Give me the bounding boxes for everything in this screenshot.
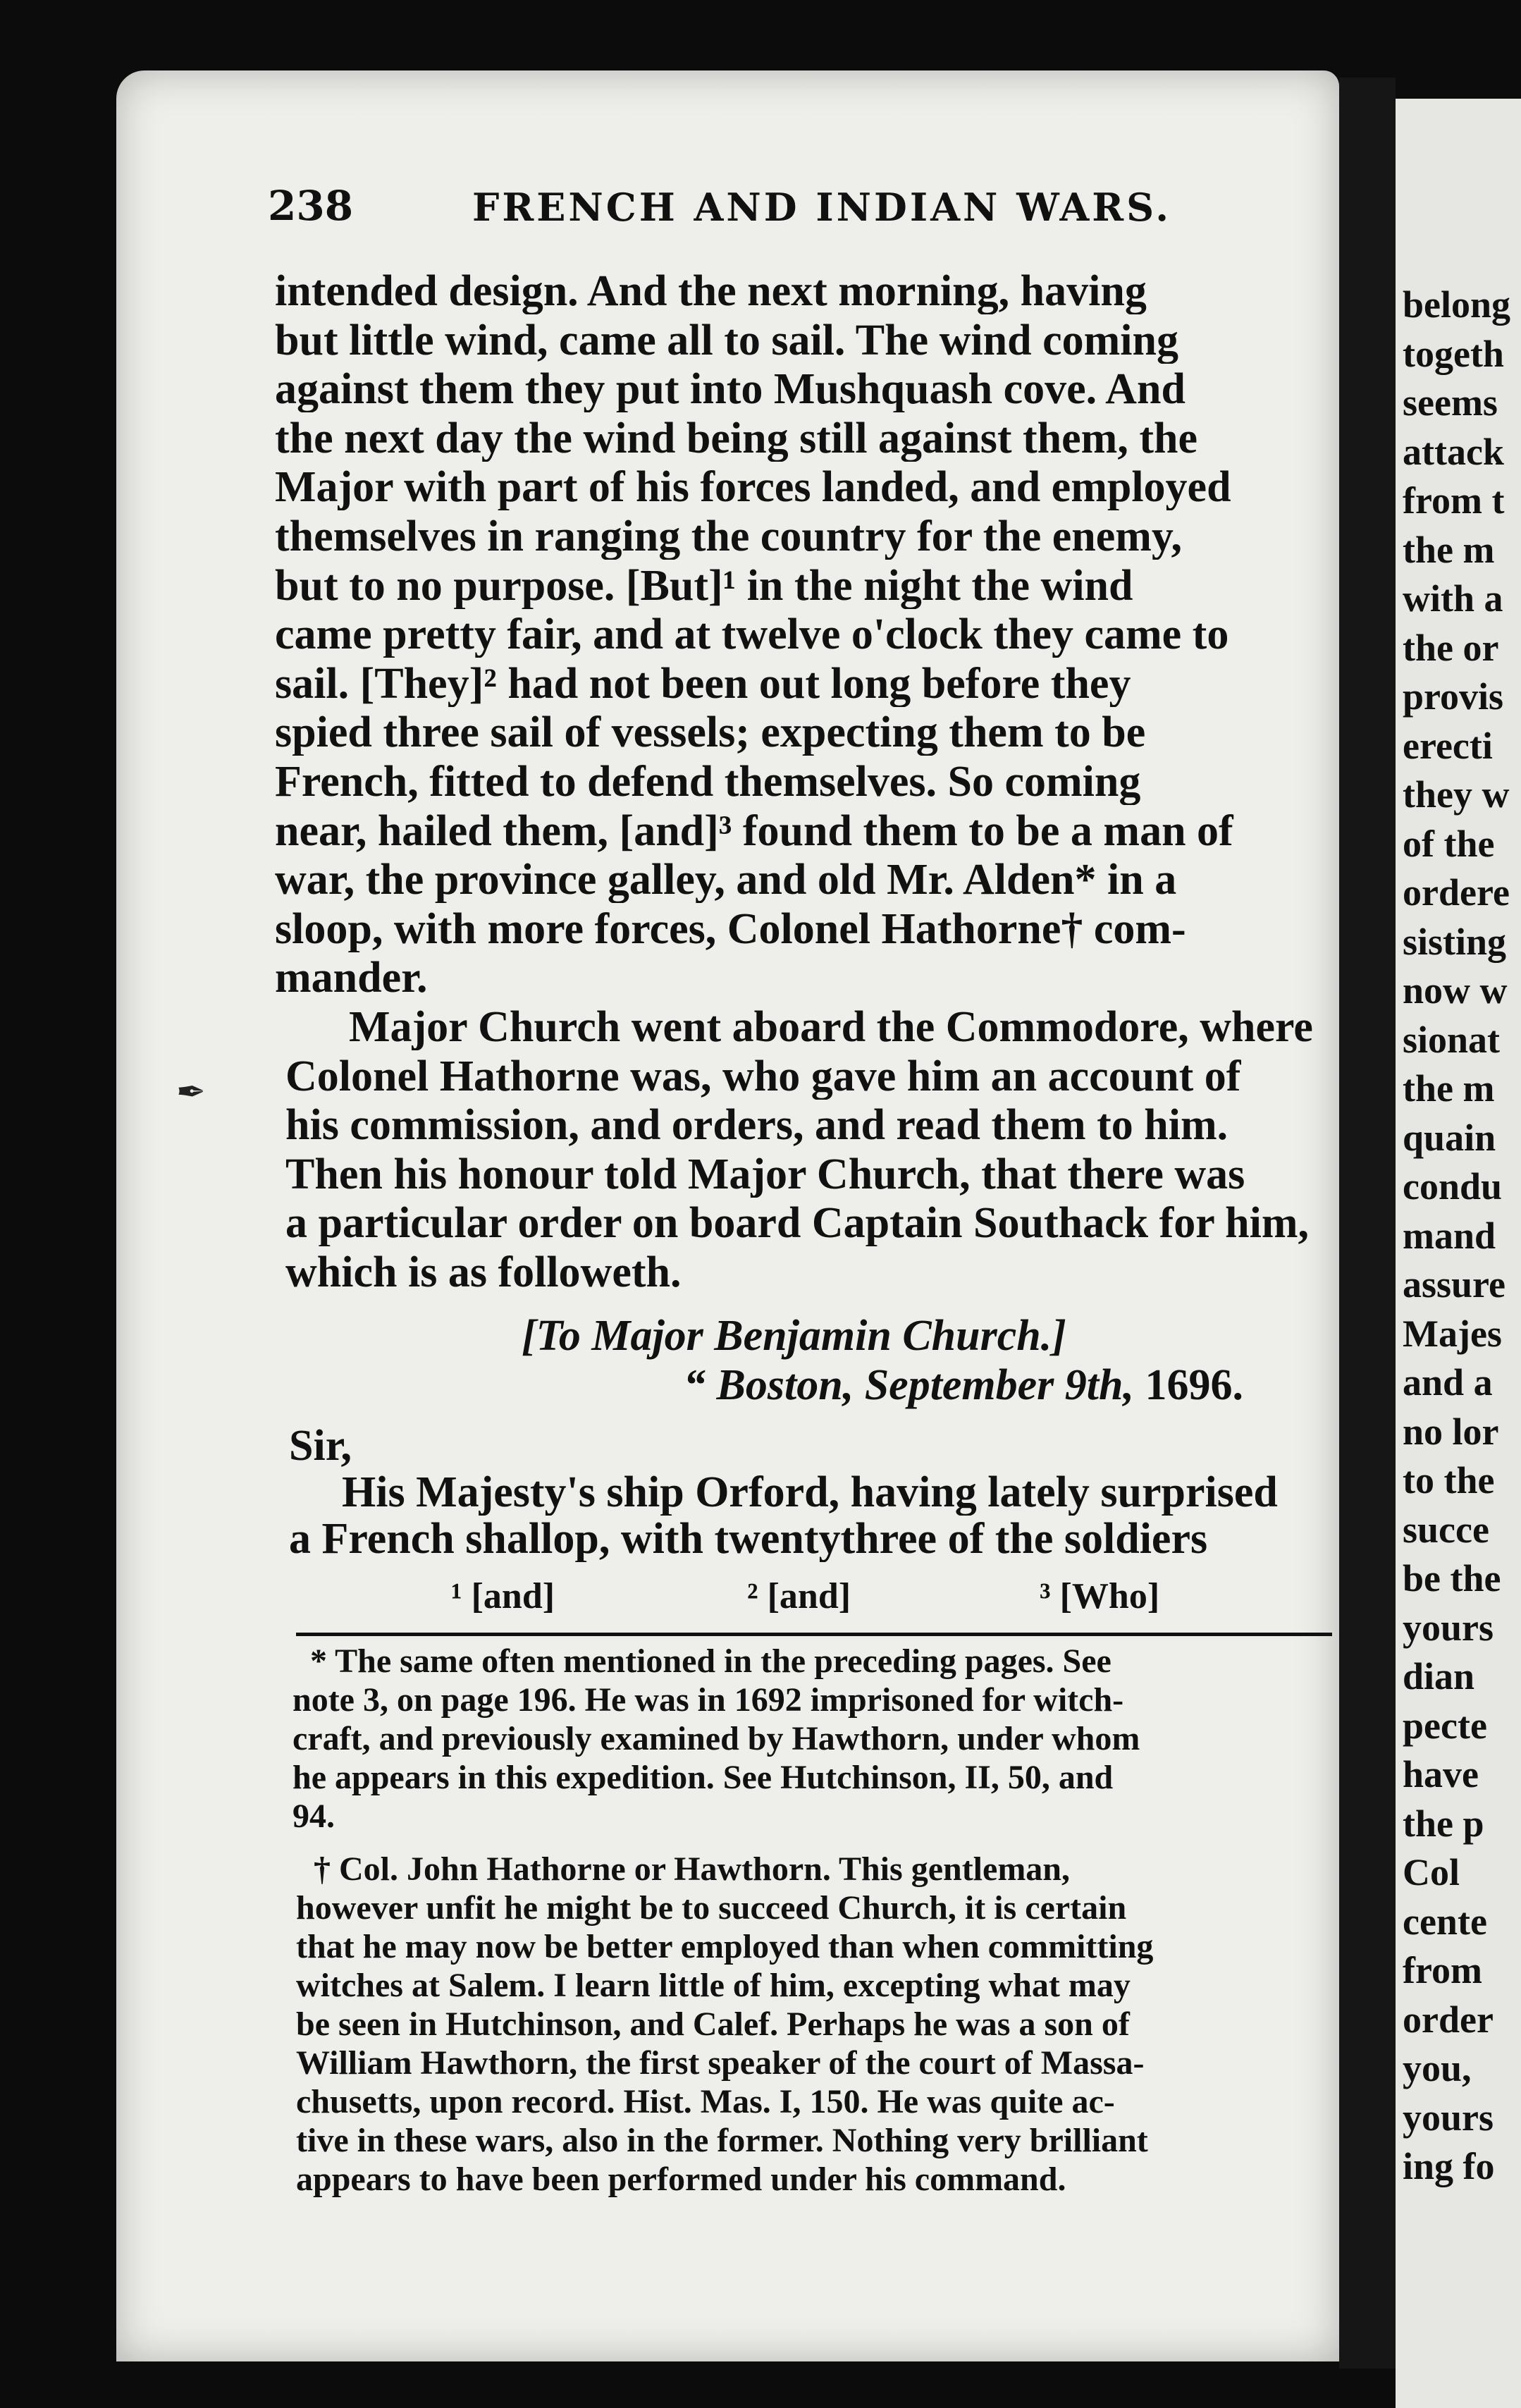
facing-page-fragment: sisting — [1403, 920, 1507, 963]
letter-line: a French shallop, with twentythree of the soldiers — [289, 1516, 1208, 1562]
letter-dateline-year: 1696. — [1145, 1361, 1244, 1409]
facing-page-fragment: Col — [1403, 1851, 1460, 1893]
letter-line: His Majesty's ship Orford, having lately surprised — [342, 1469, 1278, 1516]
facing-page-fragment: mand — [1403, 1214, 1496, 1257]
facing-page-fragment: you, — [1403, 2047, 1472, 2089]
footnote-line: note 3, on page 196. He was in 1692 imprisoned for witch- — [292, 1681, 1124, 1719]
body-text-line: came pretty fair, and at twelve o'clock they came to — [275, 611, 1229, 658]
body-text-line: which is as followeth. — [285, 1249, 682, 1296]
footnote-line: † Col. John Hathorne or Hawthorn. This gentleman, — [314, 1850, 1070, 1888]
footnote-rule — [296, 1633, 1332, 1636]
body-text-line: Colonel Hathorne was, who gave him an account of — [285, 1052, 1241, 1100]
running-header — [268, 182, 1184, 238]
footnote-ref: ¹ [and] — [451, 1576, 555, 1616]
body-text-line: spied three sail of vessels; expecting them to be — [275, 709, 1146, 756]
facing-page-fragment: belong — [1403, 283, 1511, 326]
facing-page-fragment: erecti — [1403, 724, 1493, 767]
body-text-line: near, hailed them, [and]³ found them to be a man of — [275, 807, 1233, 854]
letter-dateline-place-date: “ Boston, September 9th, — [684, 1361, 1135, 1409]
facing-page-fragment: no lor — [1403, 1410, 1499, 1453]
facing-page-fragment: attack — [1403, 430, 1504, 473]
running-title: FRENCH AND INDIAN WARS. — [472, 185, 1172, 230]
body-text-line: his commission, and orders, and read them to him. — [285, 1102, 1228, 1149]
facing-page-fragment: ing fo — [1403, 2145, 1495, 2187]
footnote-line: * The same often mentioned in the preceding pages. See — [310, 1642, 1112, 1680]
footnote-line: be seen in Hutchinson, and Calef. Perhaps he was a son of — [296, 2005, 1130, 2043]
facing-page-fragment: to the — [1403, 1459, 1495, 1501]
facing-page-fragment: sionat — [1403, 1018, 1501, 1061]
body-text-line: Then his honour told Major Church, that there was — [285, 1150, 1245, 1198]
letter-dateline — [684, 1360, 1243, 1411]
facing-page-fragment: from t — [1403, 479, 1505, 522]
facing-page-fragment: cente — [1403, 1900, 1487, 1943]
footnote-line: tive in these wars, also in the former. Nothing very brilliant — [296, 2122, 1148, 2159]
book-gutter — [1339, 78, 1396, 2369]
facing-page-fragment: the or — [1403, 626, 1499, 669]
facing-page-fragment: ordere — [1403, 871, 1510, 914]
facing-page-fragment: and a — [1403, 1361, 1493, 1403]
facing-page-fragment: of the — [1403, 822, 1495, 865]
body-text-line: French, fitted to defend themselves. So coming — [275, 758, 1141, 805]
footnote-line: 94. — [292, 1798, 335, 1835]
body-text-line: Major Church went aboard the Commodore, where — [349, 1004, 1313, 1050]
facing-page-fragment: condu — [1403, 1165, 1503, 1208]
facing-page-fragment: the p — [1403, 1802, 1484, 1845]
body-text-line: against them they put into Mushquash cove. And — [275, 366, 1186, 413]
footnote-ref: ² [and] — [747, 1576, 851, 1616]
letter-addressee: [To Major Benjamin Church.] — [522, 1312, 1066, 1360]
footnote-line: William Hawthorn, the first speaker of the court of Massa- — [296, 2044, 1145, 2082]
body-text-line: a particular order on board Captain Southack for him, — [285, 1200, 1309, 1247]
facing-page-fragment: togeth — [1403, 332, 1504, 375]
footnote-line: craft, and previously examined by Hawthorn, under whom — [292, 1720, 1140, 1757]
facing-page-fragment: the m — [1403, 528, 1495, 571]
footnote-line: however unfit he might be to succeed Church, it is certain — [296, 1889, 1127, 1927]
footnote-ref: ³ [Who] — [1040, 1576, 1160, 1616]
body-text-line: but to no purpose. [But]¹ in the night the wind — [275, 562, 1133, 609]
body-text-line: Major with part of his forces landed, and employed — [275, 464, 1231, 511]
body-text-line: sail. [They]² had not been out long before they — [275, 660, 1131, 707]
footnote-refs — [451, 1575, 1297, 1625]
body-text-line: mander. — [275, 954, 428, 1002]
letter-salutation: Sir, — [289, 1423, 352, 1469]
body-text-line: but little wind, came all to sail. The wind coming — [275, 317, 1178, 364]
facing-page-fragment: assure — [1403, 1263, 1506, 1306]
margin-mark: ✒ — [176, 1071, 206, 1112]
facing-page-fragment: the m — [1403, 1067, 1495, 1110]
facing-page-fragment: dian — [1403, 1655, 1475, 1697]
facing-page-fragment: they w — [1403, 773, 1510, 816]
facing-page-fragment: pecte — [1403, 1704, 1487, 1747]
footnote-line: appears to have been performed under his command. — [296, 2161, 1066, 2198]
body-text-line: the next day the wind being still against them, the — [275, 414, 1197, 462]
footnote-line: chusetts, upon record. Hist. Mas. I, 150. He was quite ac- — [296, 2083, 1115, 2120]
body-text-line: war, the province galley, and old Mr. Alden* in a — [275, 856, 1177, 904]
facing-page-fragment: yours — [1403, 2096, 1494, 2139]
facing-page-fragment: seems — [1403, 381, 1498, 424]
body-text-line: intended design. And the next morning, having — [275, 268, 1147, 314]
facing-page-fragment: quain — [1403, 1116, 1496, 1159]
facing-page-fragment: now w — [1403, 969, 1508, 1012]
facing-page-fragment: be the — [1403, 1557, 1501, 1599]
facing-page-fragment: have — [1403, 1753, 1479, 1795]
facing-page-fragment: from — [1403, 1949, 1482, 1991]
facing-page-fragment: order — [1403, 1998, 1494, 2041]
body-text-line: themselves in ranging the country for the enemy, — [275, 513, 1182, 560]
facing-page — [1396, 99, 1521, 2408]
facing-page-fragment: Majes — [1403, 1312, 1502, 1355]
facing-page-fragment: yours — [1403, 1606, 1494, 1649]
body-text-line: sloop, with more forces, Colonel Hathorne† com- — [275, 905, 1186, 952]
facing-page-fragment: provis — [1403, 675, 1504, 718]
footnote-line: he appears in this expedition. See Hutchinson, II, 50, and — [292, 1759, 1114, 1796]
facing-page-fragment: with a — [1403, 577, 1503, 620]
page-number: 238 — [268, 182, 354, 230]
footnote-line: witches at Salem. I learn little of him, excepting what may — [296, 1967, 1131, 2004]
facing-page-fragment: succe — [1403, 1508, 1489, 1551]
footnote-line: that he may now be better employed than when committing — [296, 1928, 1154, 1965]
